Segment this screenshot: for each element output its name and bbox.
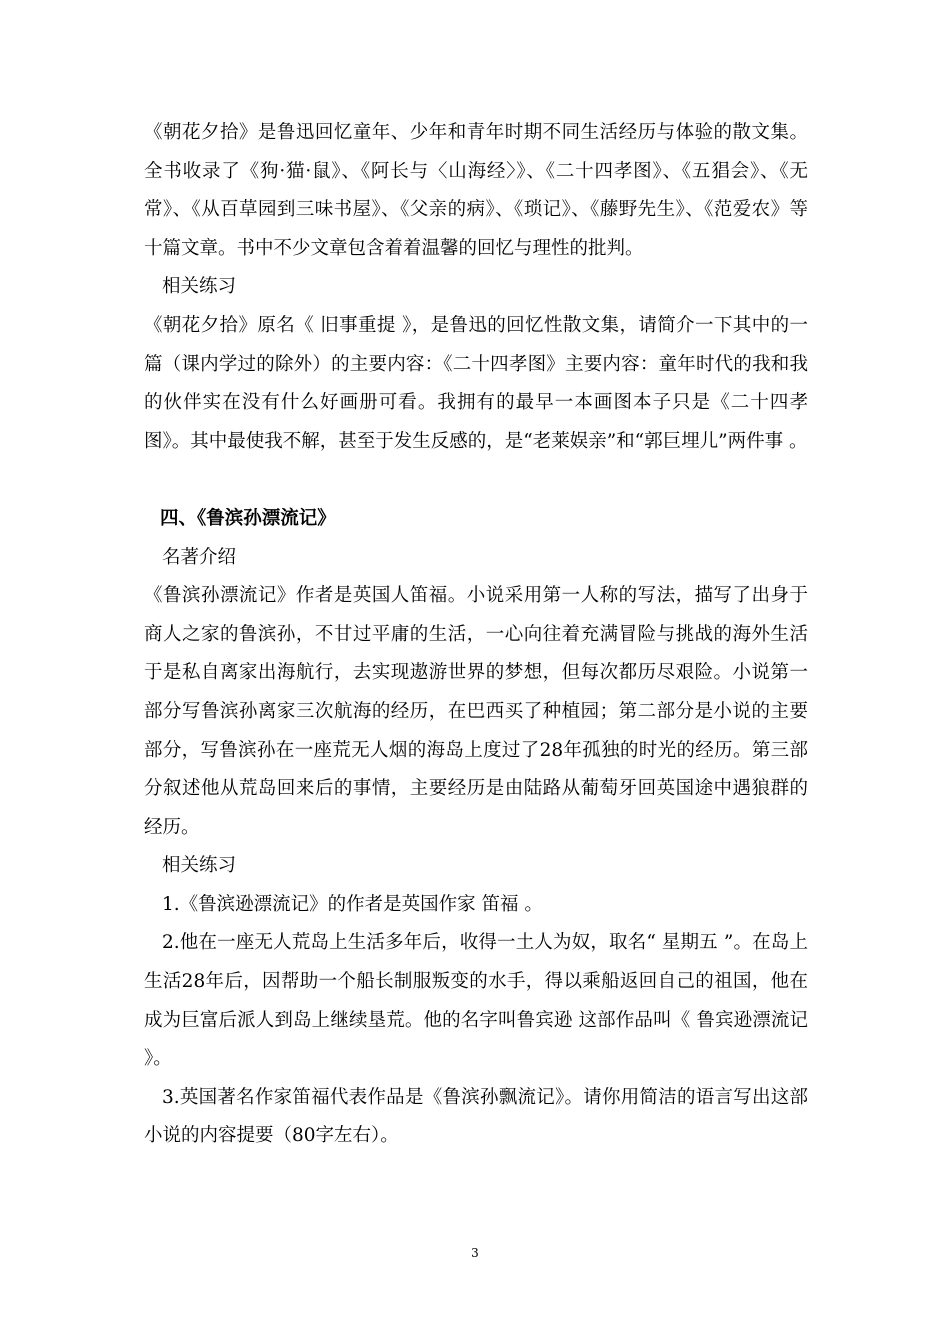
zhaohuaxishi-practice-paragraph: 《朝花夕拾》原名《 旧事重提 》，是鲁迅的回忆性散文集，请简介一下其中的一篇（课内学过的除外）的主要内容：《二十四孝图》主要内容：童年时代的我和我的伙伴实在没有什么好画册可看。我拥有的最早一本画图本子只是《二十四孝图》。其中最使我不解，甚至于发生反感的，是“老莱娱亲”和“郭巨埋儿”两件事 。 <box>144 314 808 452</box>
practice-label: 相关练习 <box>162 276 237 298</box>
intro-label: 名著介绍 <box>162 546 237 568</box>
page-content <box>144 114 808 1156</box>
question-2: 2.他在一座无人荒岛上生活多年后，收得一土人为奴，取名“ 星期五 ”。在岛上生活28年后，因帮助一个船长制服叛变的水手，得以乘船返回自己的祖国，他在成为巨富后派人到岛上继续垦荒。他的名字叫鲁宾逊 这部作品叫《 鲁宾逊漂流记 》。 <box>144 932 808 1070</box>
section-spacer <box>144 461 808 500</box>
page-number: 3 <box>471 1246 479 1260</box>
section-heading-robinson: 四、《鲁滨孙漂流记》 <box>160 507 336 529</box>
practice-label: 相关练习 <box>162 855 237 877</box>
zhaohuaxishi-intro-paragraph: 《朝花夕拾》是鲁迅回忆童年、少年和青年时期不同生活经历与体验的散文集。全书收录了《狗·猫·鼠》、《阿长与〈山海经〉》、《二十四孝图》、《五猖会》、《无常》、《从百草园到三味书屋》、《父亲的病》、《琐记》、《藤野先生》、《范爱农》等十篇文章。书中不少文章包含着着温馨的回忆与理性的批判。 <box>144 122 808 259</box>
question-1: 1.《鲁滨逊漂流记》的作者是英国作家 笛福 。 <box>162 893 543 915</box>
robinson-intro-paragraph: 《鲁滨孙漂流记》作者是英国人笛福。小说采用第一人称的写法，描写了出身于商人之家的鲁滨孙，不甘过平庸的生活，一心向往着充满冒险与挑战的海外生活于是私自离家出海航行，去实现遨游世界的梦想，但每次都历尽艰险。小说第一部分写鲁滨孙离家三次航海的经历，在巴西买了种植园；第二部分是小说的主要部分，写鲁滨孙在一座荒无人烟的海岛上度过了28年孤独的时光的经历。第三部分叙述他从荒岛回来后的事情，主要经历是由陆路从葡萄牙回英国途中遇狼群的经历。 <box>144 585 808 838</box>
question-3: 3.英国著名作家笛福代表作品是《鲁滨孙飘流记》。请你用简洁的语言写出这部小说的内容提要（80字左右）。 <box>144 1086 808 1147</box>
